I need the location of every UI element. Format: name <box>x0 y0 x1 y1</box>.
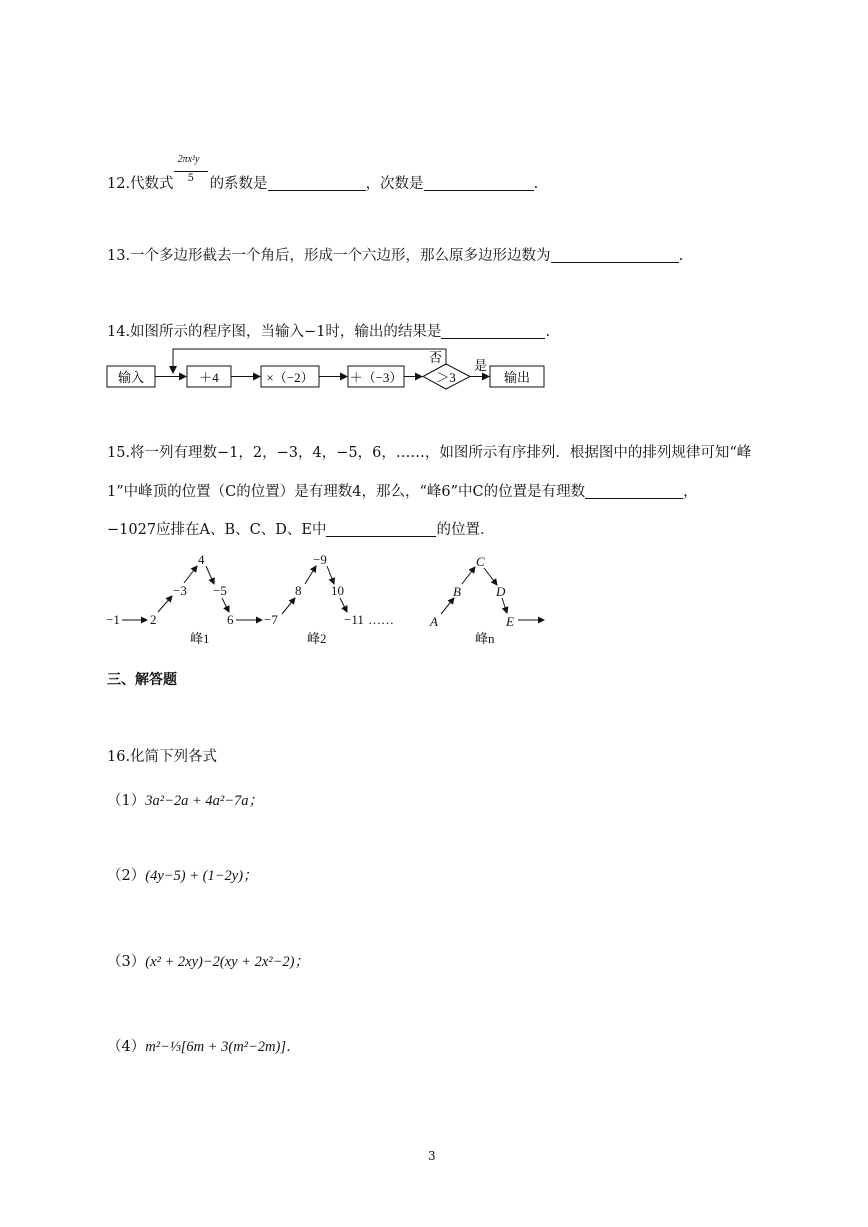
q12-answer-blank-degree[interactable] <box>424 175 534 191</box>
q13-end: . <box>678 248 684 264</box>
q12-answer-blank-coefficient[interactable] <box>268 175 366 191</box>
flow-condition-label: ＞3 <box>436 370 456 385</box>
q16-item-2-label: （2） <box>107 868 146 884</box>
seq-neg5: −5 <box>213 583 227 598</box>
q16-title: 16.化简下列各式 <box>107 749 218 765</box>
question-12 <box>107 154 539 194</box>
flow-add4-label: ＋4 <box>199 370 219 385</box>
section-3-heading: 三、解答题 <box>107 672 177 688</box>
seq-8: 8 <box>295 583 302 598</box>
q14-text: 14.如图所示的程序图，当输入−1时，输出的结果是 <box>107 324 442 340</box>
q15-peak-diagram <box>100 550 560 650</box>
question-13 <box>107 244 683 265</box>
label-A: A <box>430 614 438 629</box>
seq-neg1: −1 <box>106 612 120 627</box>
q13-text: 13.一个多边形截去一个角后，形成一个六边形，那么原多边形边数为 <box>107 248 551 264</box>
q16-item-4-label: （4） <box>107 1039 146 1055</box>
q15-line2b: ， <box>683 484 698 500</box>
q16-item-3 <box>107 950 309 971</box>
flow-no-label: 否 <box>429 350 443 365</box>
q12-frac-denominator: 5 <box>187 173 194 184</box>
seq-dots: …… <box>368 612 394 627</box>
question-14 <box>107 320 550 341</box>
q12-fraction <box>174 154 210 194</box>
label-B: B <box>453 584 461 599</box>
seq-neg3: −3 <box>173 583 187 598</box>
q13-answer-blank[interactable] <box>551 247 679 263</box>
q12-mid1: 的系数是 <box>209 176 268 192</box>
q15-line3a: −1027应排在A、B、C、D、E中 <box>107 522 327 538</box>
q12-mid2: ，次数是 <box>365 176 424 192</box>
label-C: C <box>476 554 485 569</box>
q15-line1: 15.将一列有理数−1，2，−3，4，−5，6，……，如图所示有序排列．根据图中的排列规律可知“峰 <box>107 445 752 461</box>
fraction-bar <box>174 171 208 172</box>
q14-end: . <box>545 324 551 340</box>
seq-neg11: −11 <box>344 612 364 627</box>
label-E: E <box>506 614 514 629</box>
q15-line3 <box>107 518 494 539</box>
q12-end: . <box>533 176 539 192</box>
flow-input-label: 输入 <box>117 370 145 385</box>
q15-line3b: 的位置． <box>436 522 495 538</box>
q15-line2a: 1”中峰顶的位置（C的位置）是有理数4，那么，“峰6”中C的位置是有理数 <box>107 484 586 500</box>
seq-neg7: −7 <box>264 612 278 627</box>
peak-2-label: 峰2 <box>307 631 327 646</box>
q14-flowchart <box>100 340 560 400</box>
q16-item-1 <box>107 789 263 810</box>
q14-answer-blank[interactable] <box>441 323 545 339</box>
q16-item-4-expr: m²−⅓[6m + 3(m²−2m)]． <box>145 1039 301 1055</box>
seq-neg9: −9 <box>313 552 327 567</box>
flow-yes-label: 是 <box>474 358 488 373</box>
peak-n-label: 峰n <box>475 631 495 646</box>
q12-frac-numerator: 2πx²y <box>177 154 200 165</box>
q15-answer-blank-1[interactable] <box>585 483 683 499</box>
q16-item-3-label: （3） <box>107 954 146 970</box>
flow-add-neg3-label: ＋（−3） <box>349 370 403 385</box>
q16-item-2-expr: (4y−5) + (1−2y)； <box>145 868 258 884</box>
seq-10: 10 <box>331 583 344 598</box>
peak-1-label: 峰1 <box>190 631 210 646</box>
seq-4: 4 <box>198 552 205 567</box>
q15-line2 <box>107 480 698 501</box>
q16-item-4 <box>107 1035 301 1056</box>
q15-answer-blank-2[interactable] <box>326 521 436 537</box>
q16-item-1-label: （1） <box>107 793 146 809</box>
q12-prefix: 12.代数式 <box>107 176 174 192</box>
seq-6: 6 <box>227 612 234 627</box>
page-number: 3 <box>428 1149 436 1163</box>
q16-item-3-expr: (x² + 2xy)−2(xy + 2x²−2)； <box>145 954 309 970</box>
q16-item-2 <box>107 864 258 885</box>
seq-2: 2 <box>150 612 157 627</box>
label-D: D <box>496 584 506 599</box>
flow-output-label: 输出 <box>503 370 531 385</box>
flow-times-label: ×（−2） <box>266 370 314 385</box>
q16-item-1-expr: 3a²−2a + 4a²−7a； <box>145 793 264 809</box>
